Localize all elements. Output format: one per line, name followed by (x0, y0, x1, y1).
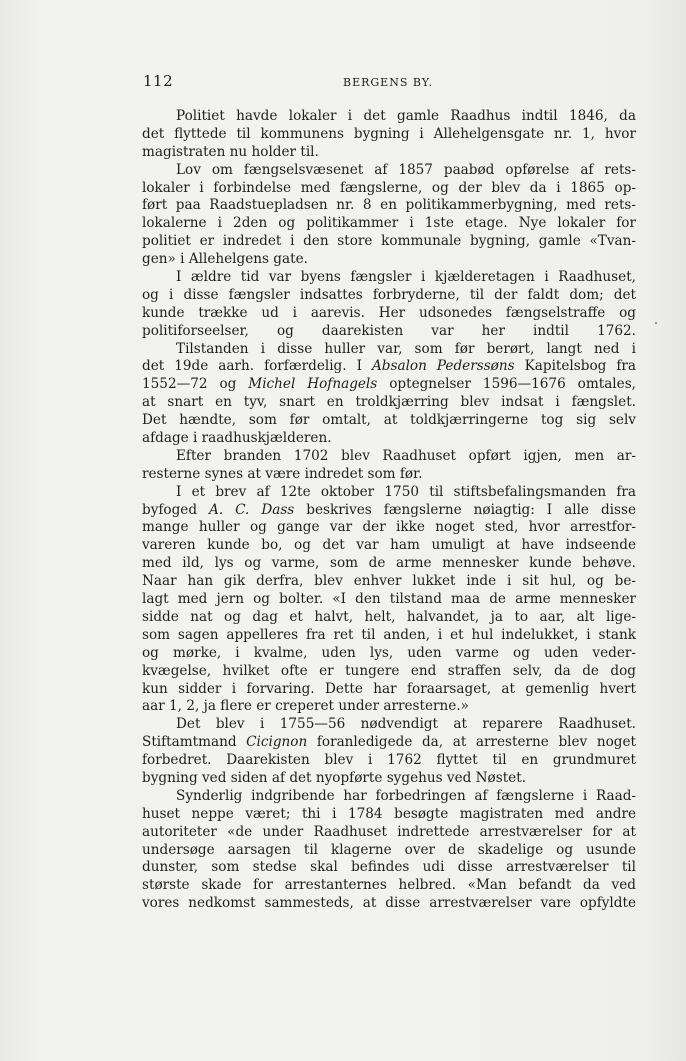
text-line: med ild, lys og varme, som de arme mennesker kunde behøve. (142, 555, 636, 572)
text-line: ført paa Raadstuepladsen nr. 8 en politikammerbygning, med rets- (142, 197, 636, 214)
text-line: resterne synes at være indredet som før. (142, 465, 423, 482)
text-line: Det hændte, som før omtalt, at toldkjærringerne tog sig selv (142, 412, 636, 429)
text-line: mange huller og gange var der ikke noget sted, hvor arrestfor- (142, 519, 636, 536)
text-line: Tilstanden i disse huller var, som før berørt, langt ned i (176, 340, 636, 357)
text-line: Lov om fængselsvæsenet af 1857 paabød opførelse af rets- (176, 161, 636, 178)
text-line: største skade for arrestanternes helbred. «Man befandt da ved (142, 877, 636, 894)
text-line: politiforseelser, og daarekisten var her indtil 1762. (142, 322, 636, 339)
text-line: Naar han gik derfra, blev enhver lukket inde i sit hul, og be- (142, 573, 636, 590)
text-line: sidde nat og dag et halvt, helt, halvandet, ja to aar, alt lige- (142, 608, 636, 625)
text-line: politiet er indredet i den store kommunale bygning, gamle «Tvan- (142, 233, 636, 250)
text-line: og mørke, i kvalme, uden lys, uden varme og uden veder- (142, 644, 636, 661)
text-line: lokalerne i 2den og politikammer i 1ste etage. Nye lokaler for (142, 215, 636, 232)
text-line: kunde trække ud i aarevis. Her udsonedes fængselstraffe og (142, 304, 636, 321)
paper-speck (655, 322, 657, 324)
text-line: gen» i Allehelgens gate. (142, 251, 308, 268)
text-line: kvægelse, hvilket ofte er tungere end straffen selv, da de dog (142, 662, 636, 679)
text-line: det 19de aarh. forfærdelig. I Absalon Pederssøns Kapitelsbog fra (142, 358, 636, 375)
text-line: lokaler i forbindelse med fængslerne, og der blev da i 1865 op- (142, 179, 636, 196)
text-line: Synderlig indgribende har forbedringen af fængslerne i Raad- (176, 787, 636, 804)
text-line: som sagen appelleres fra ret til anden, i et hul indelukket, i stank (142, 626, 636, 643)
text-line: Stiftamtmand Cicignon foranledigede da, at arresterne blev noget (142, 734, 636, 751)
text-line: afdage i raadhuskjælderen. (142, 430, 332, 447)
text-line: forbedret. Daarekisten blev i 1762 flyttet til en grundmuret (142, 752, 636, 769)
text-line: magistraten nu holder til. (142, 143, 319, 160)
text-line: dunster, som stedse skal befindes udi disse arrestværelser til (142, 859, 636, 876)
text-line: 1552—72 og Michel Hofnagels optegnelser 1596—1676 omtales, (142, 376, 636, 393)
text-line: bygning ved siden af det nyopførte sygehus ved Nøstet. (142, 769, 527, 786)
text-line: aar 1, 2, ja flere er creperet under arresterne.» (142, 698, 469, 715)
text-line: og i disse fængsler indsattes forbryderne, til der faldt dom; det (142, 286, 636, 303)
text-line: lagt med jern og bolter. «I den tilstand maa de arme mennesker (142, 591, 636, 608)
text-line: autoriteter «de under Raadhuset indrettede arrestværelser for at (142, 823, 636, 840)
text-line: I ældre tid var byens fængsler i kjælderetagen i Raadhuset, (176, 269, 636, 286)
text-line: I et brev af 12te oktober 1750 til stiftsbefalingsmanden fra (176, 483, 636, 500)
text-line: Politiet havde lokaler i det gamle Raadhus indtil 1846, da (176, 108, 636, 124)
page-header (143, 72, 635, 94)
text-line: kun sidder i forvaring. Dette har foraarsaget, at gemenlig hvert (142, 680, 636, 697)
text-line: Efter branden 1702 blev Raadhuset opført igjen, men ar- (176, 447, 636, 464)
running-title: BERGENS BY. (343, 76, 434, 89)
page-number: 112 (143, 72, 174, 90)
text-line: Det blev i 1755—56 nødvendigt at reparere Raadhuset. (176, 716, 636, 733)
text-line: undersøge aarsagen til klagerne over de skadelige og usunde (142, 841, 636, 858)
text-line: byfoged A. C. Dass beskrives fængslerne nøiagtig: I alle disse (142, 501, 636, 518)
text-line: huset neppe været; thi i 1784 besøgte magistraten med andre (142, 805, 636, 822)
text-line: at snart en tyv, snart en troldkjærring blev indsat i fængslet. (142, 394, 636, 411)
body-text (142, 108, 636, 913)
text-line: vareren kunde bo, og det var ham umuligt at have indseende (142, 537, 636, 554)
text-line: vores nedkomst sammesteds, at disse arrestværelser vare opfyldte (142, 895, 636, 912)
text-line: det flyttede til kommunens bygning i Allehelgensgate nr. 1, hvor (142, 125, 636, 142)
